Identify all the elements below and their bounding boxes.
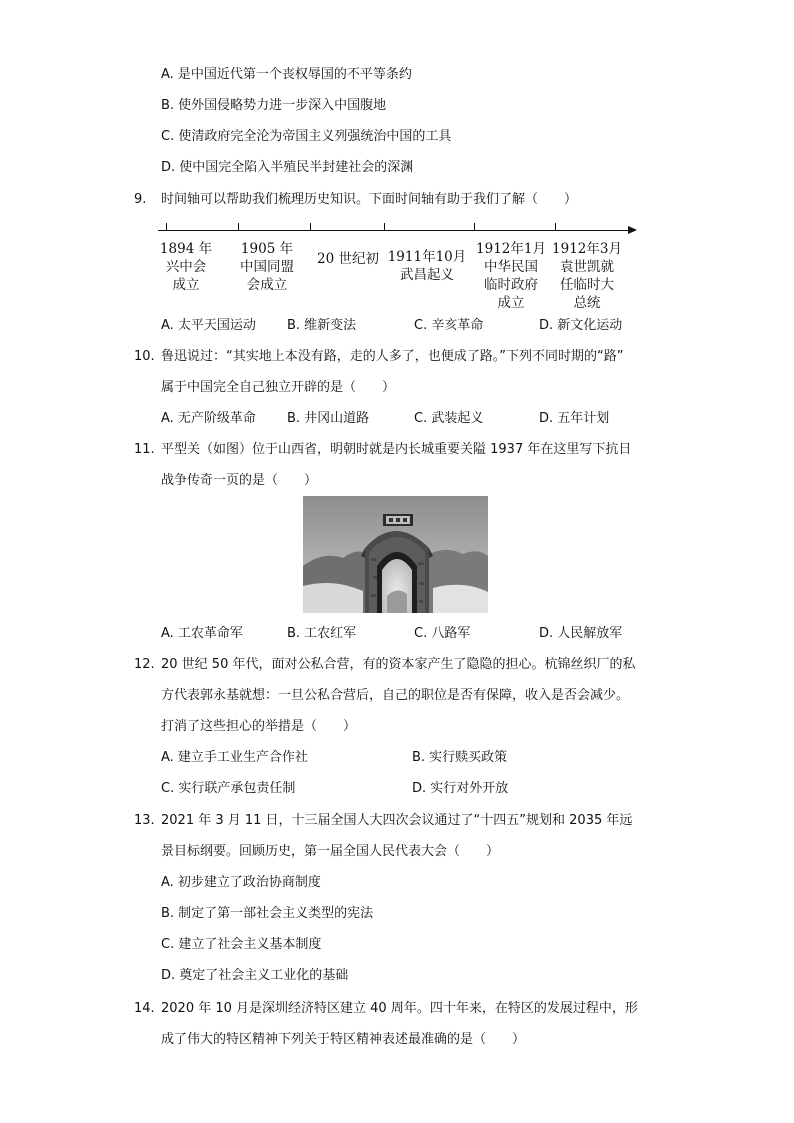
timeline-axis: [158, 230, 630, 231]
q10-option-d: D. 五年计划: [539, 411, 610, 426]
q13-option-d: D. 奠定了社会主义工业化的基础: [161, 968, 349, 983]
q10-option-b: B. 井冈山道路: [287, 411, 370, 426]
q13-option-c: C. 建立了社会主义基本制度: [161, 937, 322, 952]
q12-option-d: D. 实行对外开放: [412, 781, 509, 796]
q9-option-a: A. 太平天国运动: [161, 318, 256, 333]
timeline-arrow-icon: [628, 226, 637, 234]
q13-option-b: B. 制定了第一部社会主义类型的宪法: [161, 906, 374, 921]
q10-option-c: C. 武装起义: [414, 411, 484, 426]
q12-option-a: A. 建立手工业生产合作社: [161, 750, 308, 765]
q8-option-c: C. 使清政府完全沦为帝国主义列强统治中国的工具: [161, 129, 452, 144]
q12-stem-line-2: 方代表郭永基就想：一旦公私合营后，自己的职位是否有保障，收入是否会减少。: [161, 688, 630, 703]
q13-option-a: A. 初步建立了政治协商制度: [161, 875, 321, 890]
q11-stem-line-2: 战争传奇一页的是（ ）: [161, 473, 318, 488]
timeline-tick: [474, 223, 475, 231]
timeline-tick: [555, 223, 556, 231]
q10-number: 10.: [134, 349, 155, 364]
q9-option-c: C. 辛亥革命: [414, 318, 484, 333]
q11-option-b: B. 工农红军: [287, 626, 357, 641]
timeline-tick: [238, 223, 239, 231]
q10-option-a: A. 无产阶级革命: [161, 411, 256, 426]
timeline-label-1905: 1905 年 中国同盟 会成立: [240, 241, 294, 293]
timeline-tick: [384, 223, 385, 231]
q11-number: 11.: [134, 442, 155, 457]
q12-option-b: B. 实行赎买政策: [412, 750, 508, 765]
q10-stem-line-1: 鲁迅说过：“其实地上本没有路，走的人多了，也便成了路。”下列不同时期的“路”: [161, 349, 624, 364]
q14-stem-line-2: 成了伟大的特区精神下列关于特区精神表述最准确的是（ ）: [161, 1032, 526, 1047]
timeline-tick: [310, 223, 311, 231]
pingxingguan-gate-photo: [303, 496, 488, 613]
q9-stem: 时间轴可以帮助我们梳理历史知识。下面时间轴有助于我们了解（ ）: [161, 192, 578, 207]
q11-option-c: C. 八路军: [414, 626, 471, 641]
q12-stem-line-3: 打消了这些担心的举措是（ ）: [161, 719, 357, 734]
q12-stem-line-1: 20 世纪 50 年代，面对公私合营，有的资本家产生了隐隐的担心。杭锦丝织厂的私: [161, 657, 636, 672]
q12-number: 12.: [134, 657, 155, 672]
q11-stem-line-1: 平型关（如图）位于山西省，明朝时就是内长城重要关隘 1937 年在这里写下抗日: [161, 442, 632, 457]
q9-number: 9.: [134, 192, 147, 207]
timeline-label-1894: 1894 年 兴中会 成立: [159, 241, 213, 293]
q9-option-b: B. 维新变法: [287, 318, 357, 333]
q9-option-d: D. 新文化运动: [539, 318, 623, 333]
q12-option-c: C. 实行联产承包责任制: [161, 781, 296, 796]
q13-number: 13.: [134, 813, 155, 828]
q8-option-d: D. 使中国完全陷入半殖民半封建社会的深渊: [161, 160, 414, 175]
q8-option-a: A. 是中国近代第一个丧权辱国的不平等条约: [161, 67, 412, 82]
q10-stem-line-2: 属于中国完全自己独立开辟的是（ ）: [161, 380, 396, 395]
timeline-tick: [166, 223, 167, 231]
q13-stem-line-1: 2021 年 3 月 11 日，十三届全国人大四次会议通过了“十四五”规划和 2035 年远: [161, 813, 633, 828]
q8-option-b: B. 使外国侵略势力进一步深入中国腹地: [161, 98, 387, 113]
timeline-label-20c: 20 世纪初: [317, 251, 379, 267]
q11-option-a: A. 工农革命军: [161, 626, 243, 641]
q11-option-d: D. 人民解放军: [539, 626, 623, 641]
q14-number: 14.: [134, 1001, 155, 1016]
q13-stem-line-2: 景目标纲要。回顾历史，第一届全国人民代表大会（ ）: [161, 844, 500, 859]
timeline-label-1911: 1911年10月 武昌起义: [387, 249, 467, 283]
q14-stem-line-1: 2020 年 10 月是深圳经济特区建立 40 周年。四十年来，在特区的发展过程中，形: [161, 1001, 638, 1016]
timeline-label-1912-jan: 1912年1月 中华民国 临时政府 成立: [476, 241, 546, 311]
timeline-label-1912-mar: 1912年3月 袁世凯就 任临时大 总统: [552, 241, 622, 311]
